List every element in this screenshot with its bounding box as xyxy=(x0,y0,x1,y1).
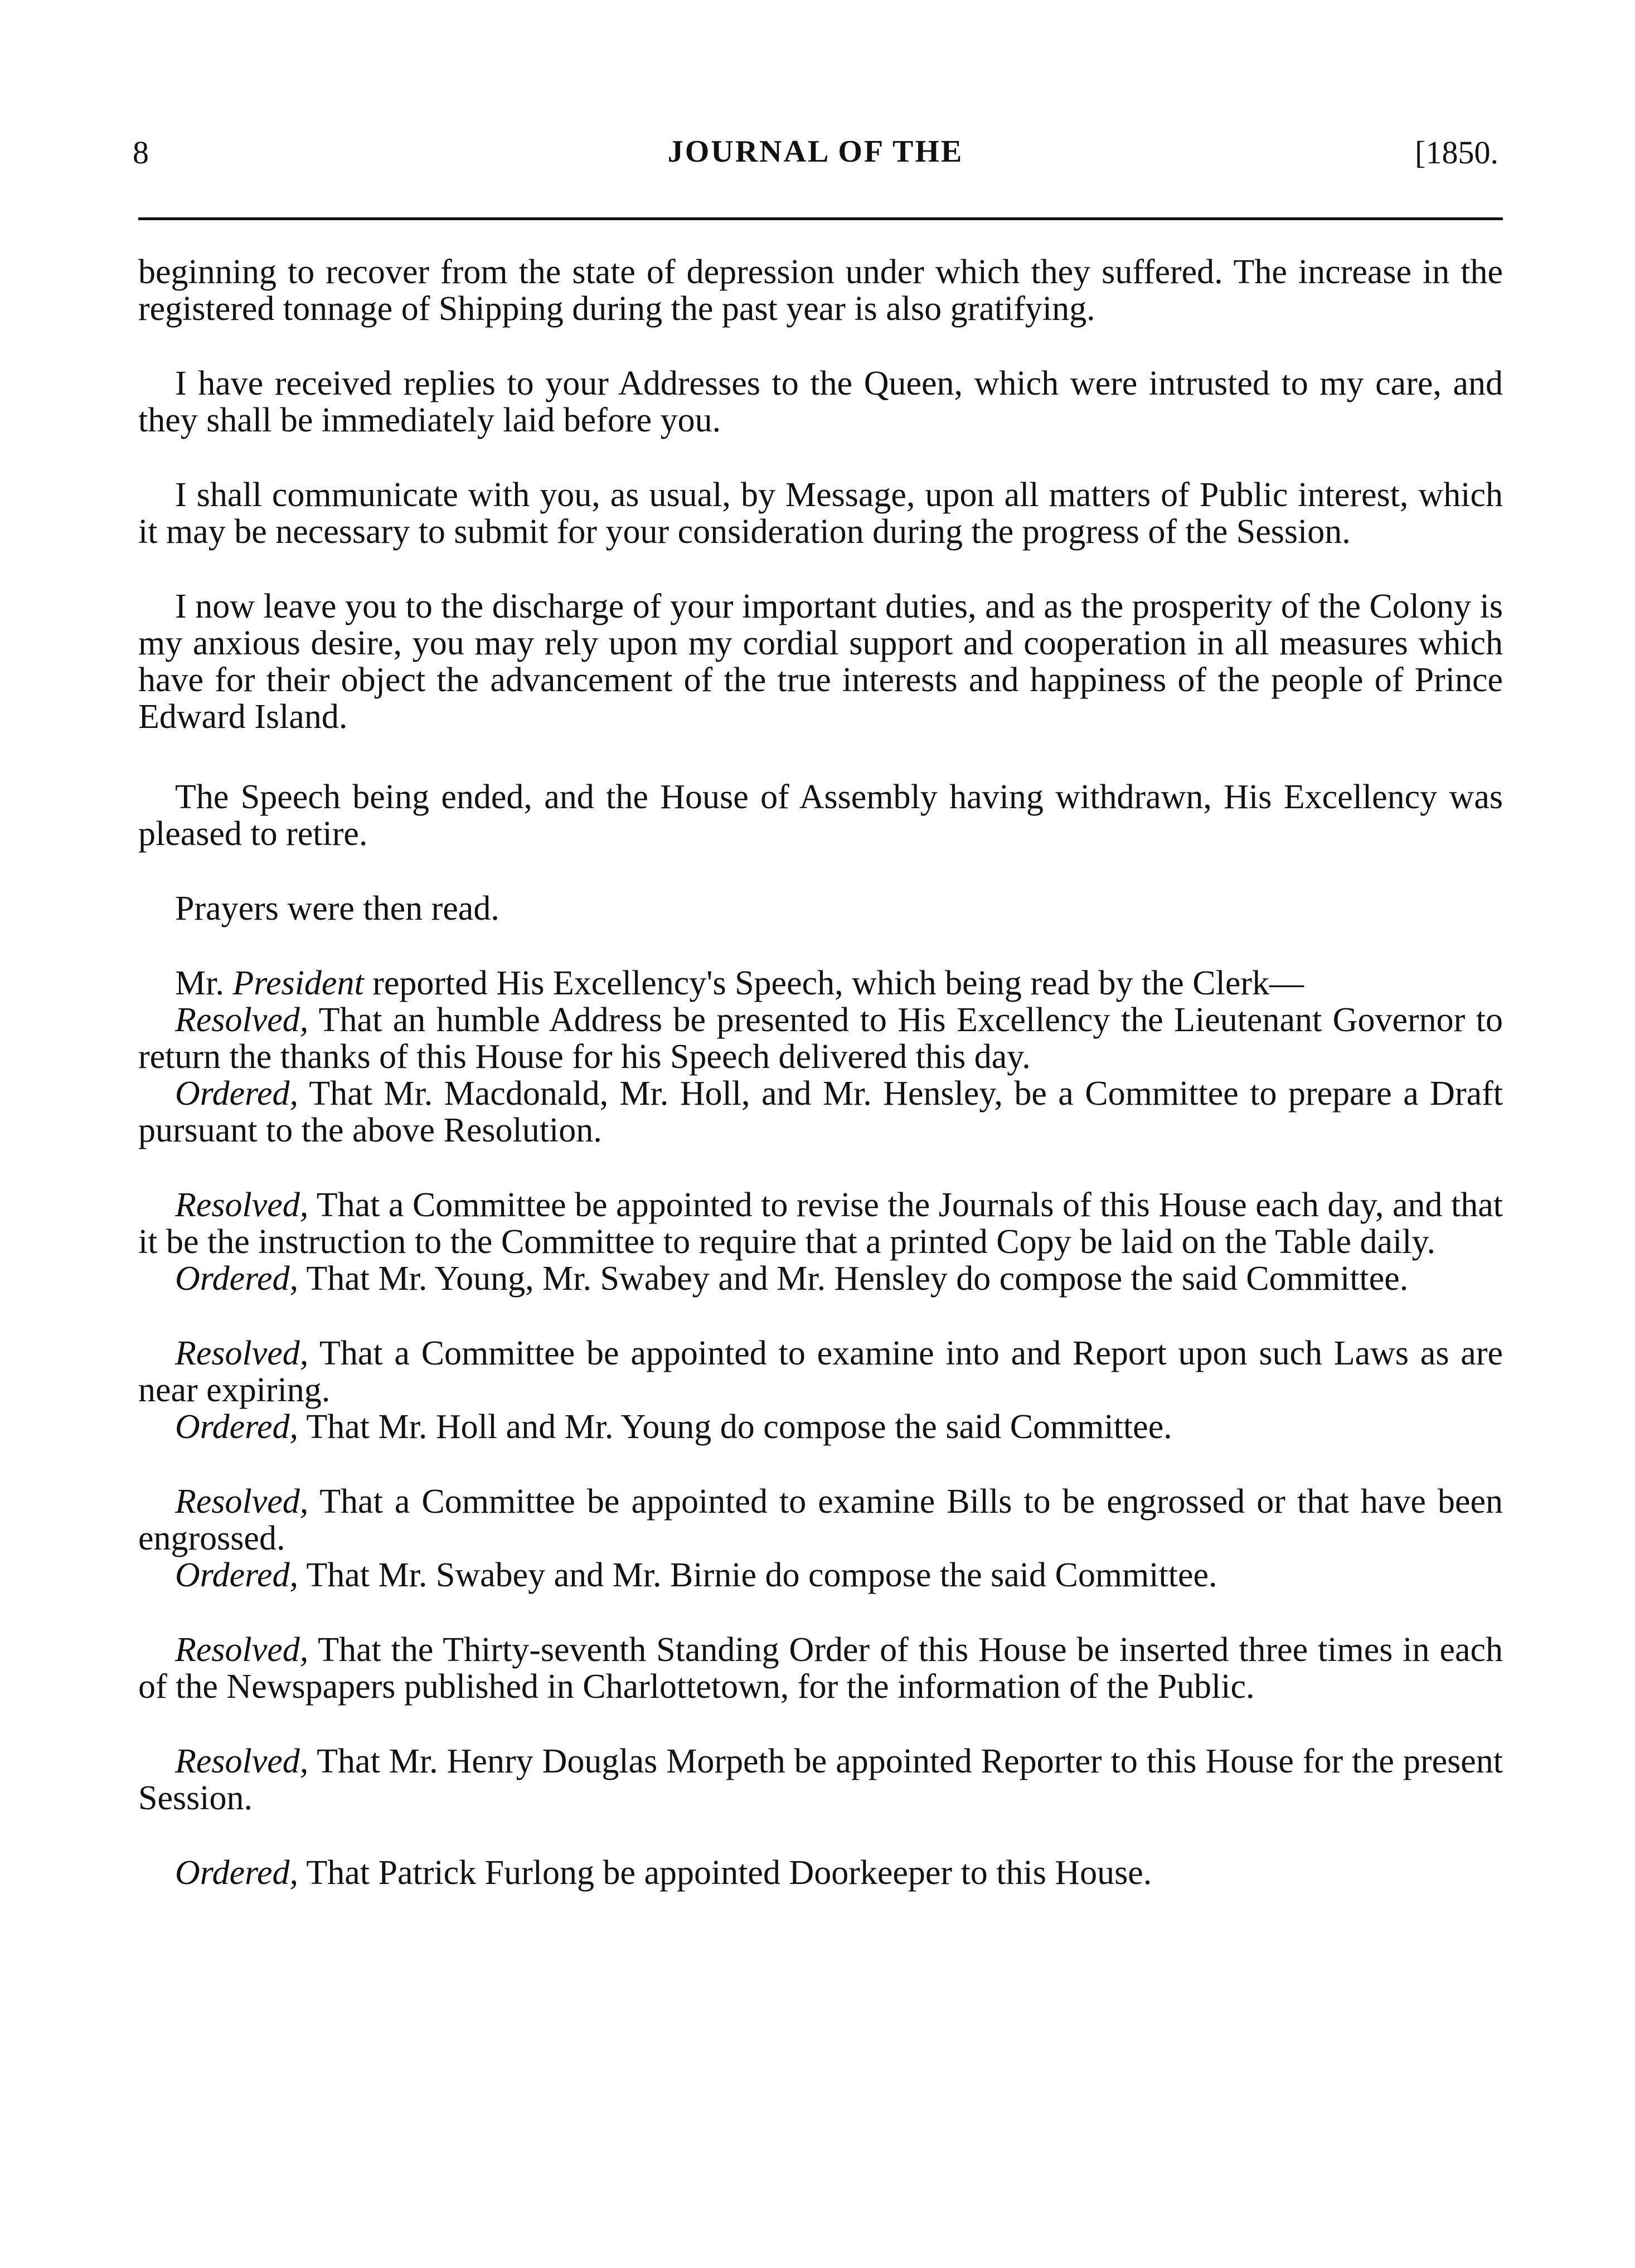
resolution-journals-committee: Resolved, That a Committee be appointed to revise the Journals of this House each day, and that it be the instruction to the Committee to require that a printed Copy be laid on the Table daily. xyxy=(138,1186,1503,1261)
order-bills-committee: Ordered, That Mr. Swabey and Mr. Birnie do compose the said Committee. xyxy=(175,1556,1217,1594)
order-draft-committee: Ordered, That Mr. Macdonald, Mr. Holl, and Mr. Hensley, be a Committee to prepare a Draft pursuant to the above Resolution. xyxy=(138,1075,1503,1149)
paragraph-speech-ended: The Speech being ended, and the House of Assembly having withdrawn, His Excellency was pleased to retire. xyxy=(138,778,1503,853)
resolution-bills-committee: Resolved, That a Committee be appointed to examine Bills to be engrossed or that have been engrossed. xyxy=(138,1483,1503,1557)
resolution-reporter: Resolved, That Mr. Henry Douglas Morpeth be appointed Reporter to this House for the present Session. xyxy=(138,1742,1503,1817)
paragraph-closing: I now leave you to the discharge of your important duties, and as the prosperity of the Colony is my anxious desire, you may rely upon my cordial support and cooperation in all measures which have for their object the advancement of the true interests and happiness of the people of Prince Edward Island. xyxy=(138,587,1503,736)
paragraph-message: I shall communicate with you, as usual, by Message, upon all matters of Public interest, which it may be necessary to submit for your consideration during the progress of the Session. xyxy=(138,476,1503,551)
page-title: JOURNAL OF THE xyxy=(667,134,964,169)
order-journals-committee: Ordered, That Mr. Young, Mr. Swabey and Mr. Hensley do compose the said Committee. xyxy=(175,1260,1409,1298)
paragraph-prayers: Prayers were then read. xyxy=(175,890,499,927)
running-header xyxy=(133,134,1498,178)
header-rule xyxy=(138,217,1503,220)
resolution-address: Resolved, That an humble Address be presented to His Excellency the Lieutenant Governor to return the thanks of this House for his Speech delivered this day. xyxy=(138,1001,1503,1076)
paragraph-continuation: beginning to recover from the state of depression under which they suffered. The increase in the registered tonnage of Shipping during the past year is also gratifying. xyxy=(138,253,1503,328)
order-laws-committee: Ordered, That Mr. Holl and Mr. Young do compose the said Committee. xyxy=(175,1408,1172,1446)
journal-body xyxy=(138,254,1503,1929)
order-doorkeeper: Ordered, That Patrick Furlong be appointed Doorkeeper to this House. xyxy=(175,1854,1152,1892)
page-number: 8 xyxy=(133,134,149,171)
paragraph-president-report: Mr. President reported His Excellency's Speech, which being read by the Clerk— xyxy=(175,964,1304,1002)
page-year: [1850. xyxy=(1415,134,1498,171)
resolution-standing-order: Resolved, That the Thirty-seventh Standing Order of this House be inserted three times in each of the Newspapers published in Charlottetown, for the information of the Public. xyxy=(138,1631,1503,1706)
paragraph-replies: I have received replies to your Addresses to the Queen, which were intrusted to my care, and they shall be immediately laid before you. xyxy=(138,365,1503,439)
resolution-laws-committee: Resolved, That a Committee be appointed to examine into and Report upon such Laws as are near expiring. xyxy=(138,1334,1503,1409)
